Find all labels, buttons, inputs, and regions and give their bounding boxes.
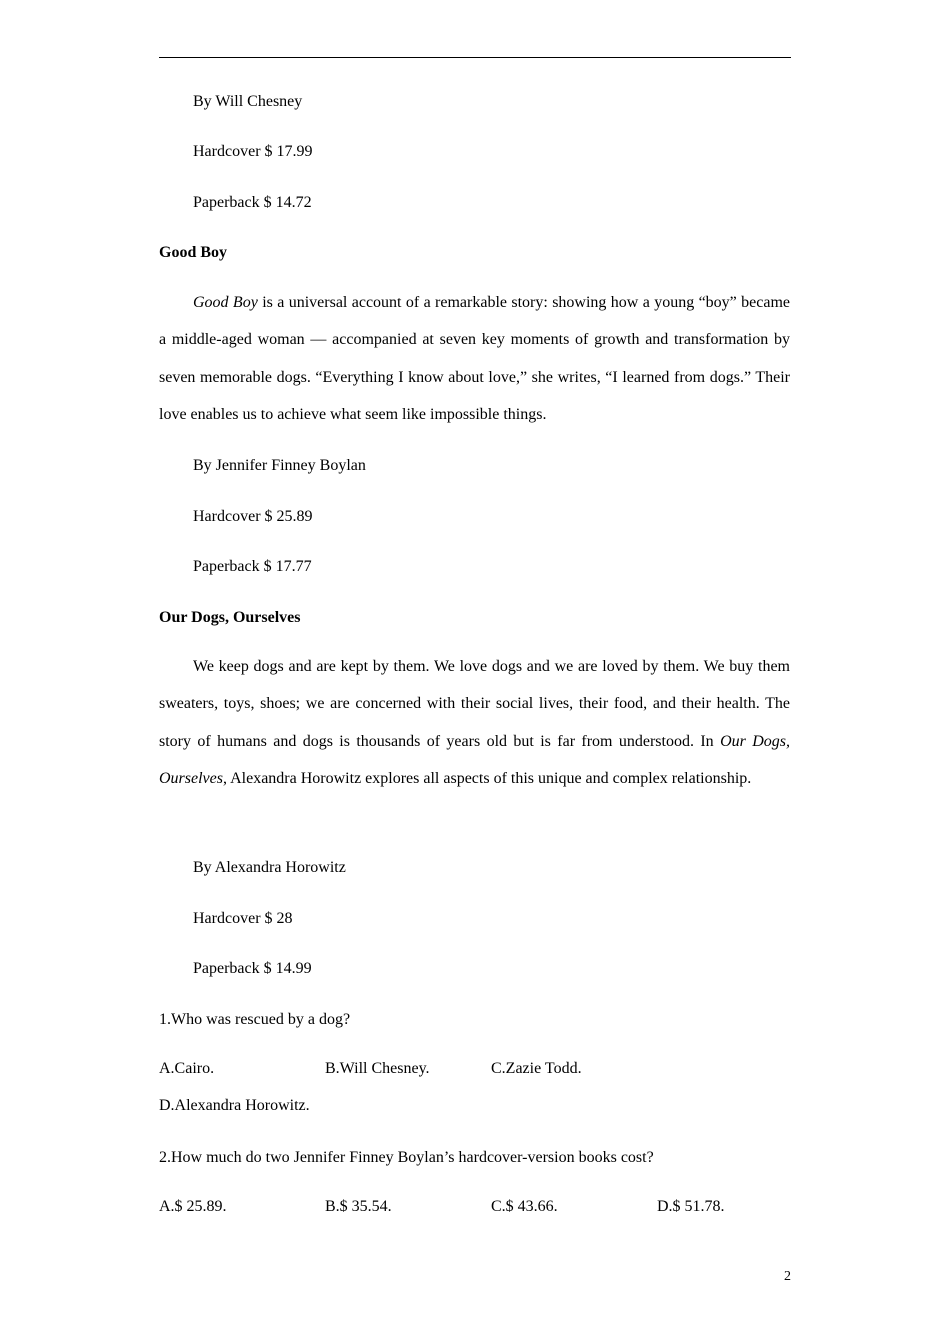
question-1: 1.Who was rescued by a dog?	[159, 1011, 351, 1028]
book1-hardcover-price: Hardcover $ 17.99	[193, 143, 313, 160]
book3-description-title: Our Dogs, Ourselves	[159, 732, 791, 788]
question-2: 2.How much do two Jennifer Finney Boylan’s hardcover-version books cost?	[159, 1149, 654, 1166]
book3-title: Our Dogs, Ourselves	[159, 609, 301, 626]
book3-description-text-1: We keep dogs and are kept by them. We love dogs and we are loved by them. We buy them sweaters, toys, shoes; we are concerned with their social lives, their food, and their health. The story of humans and dogs is thousands of years old but is far from understood. In	[159, 658, 790, 750]
book2-description-title: Good Boy	[193, 294, 258, 311]
book2-author: By Jennifer Finney Boylan	[193, 457, 366, 474]
book3-hardcover-price: Hardcover $ 28	[193, 910, 293, 927]
book3-description-text-2: , Alexandra Horowitz explores all aspects of this unique and complex relationship.	[222, 770, 752, 788]
question-1-option-c: C.Zazie Todd.	[491, 1060, 582, 1077]
book2-hardcover-price: Hardcover $ 25.89	[193, 508, 313, 525]
page-number: 2	[784, 1269, 791, 1284]
book2-title: Good Boy	[159, 244, 228, 261]
question-2-option-a: A.$ 25.89.	[159, 1198, 227, 1215]
question-2-option-c: C.$ 43.66.	[491, 1198, 558, 1215]
question-2-option-d: D.$ 51.78.	[657, 1198, 725, 1215]
book3-paperback-price: Paperback $ 14.99	[193, 960, 312, 977]
book3-author: By Alexandra Horowitz	[193, 859, 346, 876]
book2-description	[159, 284, 790, 434]
question-2-option-b: B.$ 35.54.	[325, 1198, 392, 1215]
book2-paperback-price: Paperback $ 17.77	[193, 558, 312, 575]
question-1-option-b: B.Will Chesney.	[325, 1060, 430, 1077]
book1-author: By Will Chesney	[193, 93, 303, 110]
book3-description	[159, 648, 790, 798]
question-2-options	[159, 1188, 790, 1225]
header-rule	[159, 57, 791, 58]
question-1-options	[159, 1050, 790, 1125]
question-1-option-a: A.Cairo.	[159, 1060, 215, 1077]
question-1-option-d: D.Alexandra Horowitz.	[159, 1097, 310, 1115]
book2-description-text: is a universal account of a remarkable story: showing how a young “boy” became a middle-aged woman — accompanied at seven key moments of growth and transformation by seven memorable dogs. “Everything I know about love,” she writes, “I learned from dogs.” Their love enables us to achieve what seem like impossible things.	[159, 294, 790, 424]
book1-paperback-price: Paperback $ 14.72	[193, 194, 312, 211]
